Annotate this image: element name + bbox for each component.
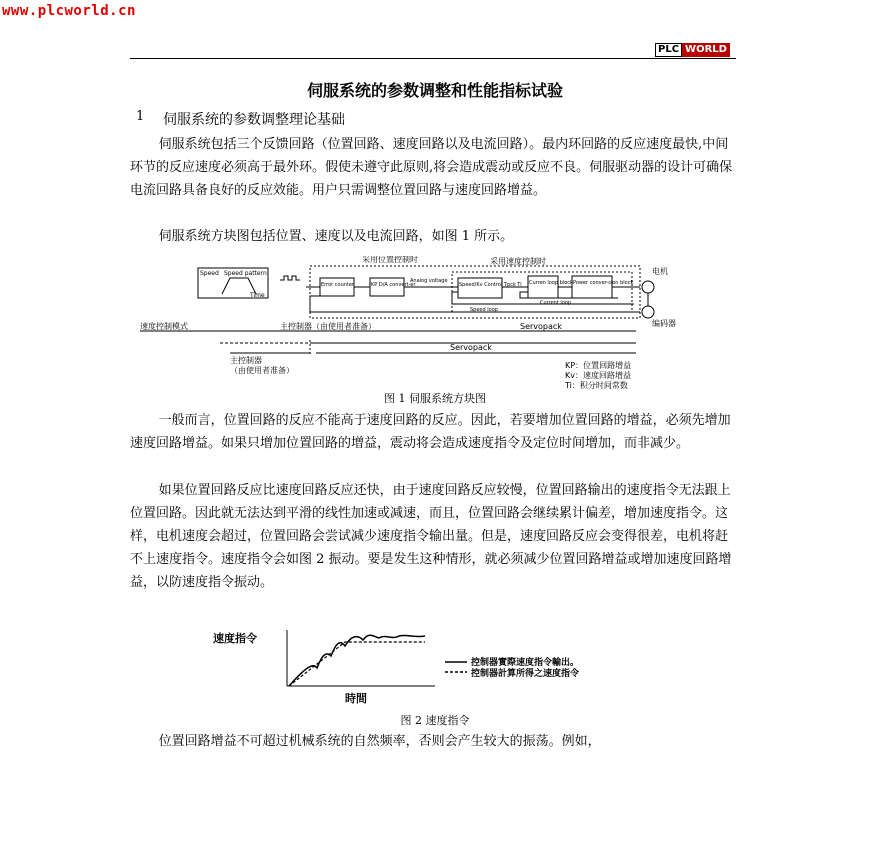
y-axis-label: 速度指令 xyxy=(213,632,257,645)
site-url[interactable]: www.plcworld.cn xyxy=(2,3,136,19)
current-loop-block-label: Curren loop block xyxy=(529,280,573,286)
speed-label: Speed xyxy=(200,270,219,277)
figure-2-speed-command xyxy=(205,628,685,710)
motor-symbol xyxy=(642,281,654,293)
paragraph-1: 伺服系统包括三个反馈回路（位置回路、速度回路以及电流回路）。最内环回路的反应速度最快,中间环节的反应速度必须高于最外环。假使未遵守此原则,将会造成震动或反应不良。伺服驱动器的设计可确保电流回路具备良好的反应效能。用户只需调整位置回路与速度回路增益。 xyxy=(130,137,733,198)
section-title: 伺服系统的参数调整理论基础 xyxy=(163,112,345,128)
figure-1-block-diagram xyxy=(140,256,740,392)
figure-2-caption: 图 2 速度指令 xyxy=(400,714,470,727)
paragraph-2: 伺服系统方块图包括位置、速度以及电流回路，如图 1 所示。 xyxy=(158,229,514,244)
logo-part-world: WORLD xyxy=(682,43,730,57)
x-axis-label: 時間 xyxy=(345,692,367,705)
speed-control-mode-label: 速度控制模式 xyxy=(140,322,188,331)
document-title: 伺服系统的参数调整和性能指标试验 xyxy=(306,81,563,100)
header-rule xyxy=(130,58,736,59)
legend-kv: Kv：速度回路增益 xyxy=(565,371,631,380)
section-number: 1 xyxy=(136,109,145,124)
power-conversion-label: Power conver-sion block xyxy=(573,280,634,286)
speed-control-title: 采用速度控制时 xyxy=(490,257,546,266)
servopack-label-2: Servopack xyxy=(450,343,492,352)
speed-control-block xyxy=(458,278,502,298)
legend-solid-label: 控制器實際速度指令輸出。 xyxy=(471,658,580,668)
current-feedback xyxy=(520,292,618,298)
motor-label: 电机 xyxy=(652,267,668,276)
plcworld-logo xyxy=(655,43,735,57)
speed-pattern-label: Speed pattern xyxy=(224,270,267,277)
error-counter-label: Error counter xyxy=(321,282,355,288)
pos-control-title: 采用位置控制时 xyxy=(362,256,418,264)
encoder-label: 编码器 xyxy=(652,319,676,328)
paragraph-3: 一般而言，位置回路的反应不能高于速度回路的反应。因此，若要增加位置回路的增益，必须先增加速度回路增益。如果只增加位置回路的增益，震动将会造成速度指令及定位时间增加，而非减少。 xyxy=(130,413,731,451)
logo-part-plc: PLC xyxy=(655,43,682,57)
time-label: Time xyxy=(250,292,265,299)
speed-loop-label: Speed loop xyxy=(470,307,498,313)
analog-voltage-label: Analog voltage xyxy=(410,278,448,284)
paragraph-5: 位置回路增益不可超过机械系统的自然频率，否则会产生较大的振荡。例如， xyxy=(158,734,601,749)
figure-1-caption: 图 1 伺服系统方块图 xyxy=(384,392,486,405)
legend-kp: KP：位置回路增益 xyxy=(565,361,632,370)
current-loop-label: Current loop xyxy=(540,300,572,306)
pulse-train xyxy=(280,276,300,280)
actual-speed-curve xyxy=(289,635,425,686)
kp-da-label: KP D/A convert-er xyxy=(371,282,416,288)
legend-ti: Ti：积分时间常数 xyxy=(565,381,628,390)
host-device-2-label: 主控制器 xyxy=(230,356,262,365)
paragraph-4: 如果位置回路反应比速度回路反应还快，由于速度回路反应较慢，位置回路输出的速度指令无法跟上位置回路。因此就无法达到平滑的线性加速或减速，而且，位置回路会继续累计偏差，增加速度指令。这样，电机速度会超过，位置回路会尝试减少速度指令输出量。但是，速度回路反应会变得很差，电机将赶不上速度指令。速度指令会如图 2 振动。要是发生这种情形，就必须减少位置回路增益或增加速度回路增益，以防速度指令振动。 xyxy=(130,483,732,590)
host-device-2b-label: （由使用者准备） xyxy=(230,366,294,375)
calculated-speed-curve xyxy=(289,642,425,686)
speed-control-label: Speed/Kv Control Tpck Ti xyxy=(459,282,522,288)
encoder-symbol xyxy=(642,306,654,318)
legend-dashed-label: 控制器計算所得之速度指令 xyxy=(471,669,580,679)
servopack-label-1: Servopack xyxy=(520,322,562,331)
host-device-label: 主控制器（由使用者准备） xyxy=(280,322,376,331)
